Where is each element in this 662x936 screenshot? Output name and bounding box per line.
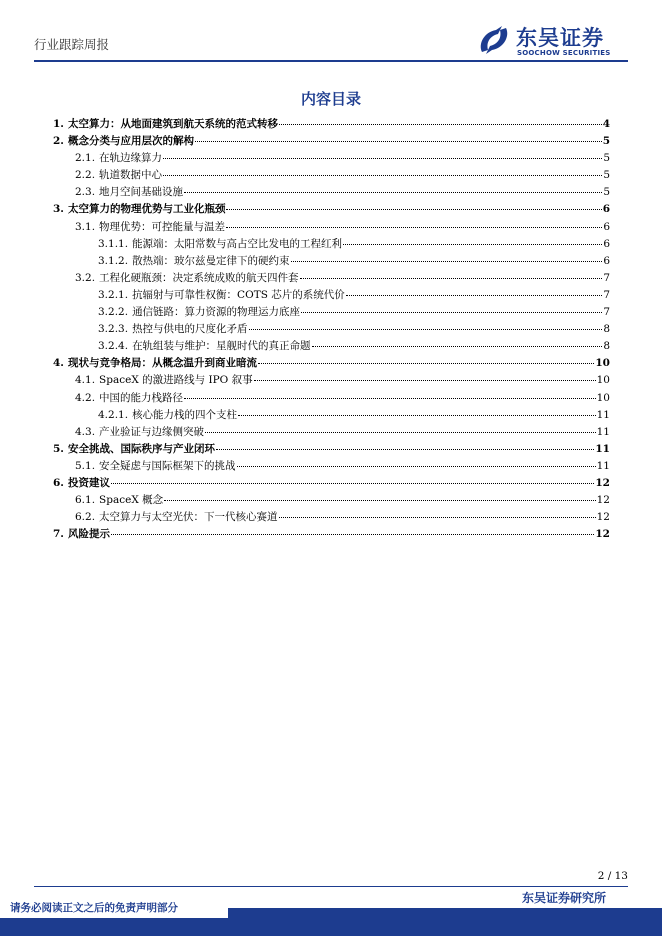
toc-entry[interactable]: [53, 201, 610, 218]
toc-entry-page: 7: [603, 288, 610, 301]
toc-entry-number: 3.1.1.: [98, 237, 129, 250]
toc-entry-page: 12: [596, 511, 610, 524]
toc-entry[interactable]: [53, 287, 610, 304]
toc-entry-title: 散热端：玻尔兹曼定律下的硬约束: [132, 254, 290, 267]
toc-entry-title: 在轨组装与维护：星舰时代的真正命题: [132, 340, 311, 353]
toc-entry-title: 通信链路：算力资源的物理运力底座: [132, 306, 301, 319]
toc-entry-page: 11: [596, 459, 610, 472]
footer-divider: [34, 886, 628, 887]
toc-entry-title: 安全挑战、国际秩序与产业闭环: [67, 442, 215, 455]
toc-entry-number: 2.3.: [75, 186, 96, 199]
toc-entry-page: 10: [596, 374, 610, 387]
toc-entry[interactable]: [53, 509, 610, 526]
toc-entry-page: 11: [595, 442, 610, 455]
toc-entry-number: 4.3.: [75, 425, 96, 438]
toc-dot-leader: [238, 415, 596, 416]
toc-entry[interactable]: [53, 219, 610, 236]
toc-entry-title: 能源端：太阳常数与高占空比发电的工程红利: [132, 237, 343, 250]
toc-entry-page: 4: [602, 118, 610, 130]
toc-entry-number: 4.1.: [75, 374, 96, 387]
toc-dot-leader: [301, 312, 602, 313]
toc-entry-title: 轨道数据中心: [99, 169, 163, 182]
toc-entry-number: 4.2.: [75, 391, 96, 404]
toc-entry-page: 5: [602, 135, 610, 148]
toc-entry-number: 3.2.: [75, 271, 96, 284]
toc-entry-title: 现状与竞争格局：从概念温升到商业暗流: [67, 357, 257, 370]
toc-entry-title: 安全疑虑与国际框架下的挑战: [99, 459, 236, 472]
toc-entry-page: 8: [603, 340, 610, 353]
toc-dot-leader: [300, 278, 603, 279]
toc-dot-leader: [312, 346, 603, 347]
toc-entry[interactable]: [53, 236, 610, 253]
toc-entry-page: 8: [603, 323, 610, 336]
toc-entry-page: 6: [603, 237, 610, 250]
footer-disclaimer: 请务必阅读正文之后的免责声明部分: [10, 902, 178, 914]
toc-dot-leader: [163, 158, 602, 159]
toc-entry-number: 2.: [53, 135, 64, 148]
toc-entry-title: 太空算力与太空光伏：下一代核心赛道: [99, 511, 278, 524]
toc-entry-number: 6.2.: [75, 511, 96, 524]
toc-entry-title: 产业验证与边缘侧突破: [99, 425, 205, 438]
toc-entry-number: 4.: [53, 357, 64, 370]
toc-entry-title: SpaceX 的激进路线与 IPO 叙事: [99, 374, 253, 387]
toc-entry-title: 核心能力栈的四个支柱: [132, 408, 238, 421]
footer-organization: 东吴证券研究所: [521, 891, 606, 905]
toc-entry-page: 7: [603, 271, 610, 284]
toc-entry[interactable]: [53, 150, 610, 167]
toc-entry[interactable]: [53, 133, 610, 150]
toc-entry-number: 1.: [53, 118, 64, 130]
toc-dot-leader: [195, 141, 602, 142]
toc-dot-leader: [226, 209, 601, 210]
toc-title: 内容目录: [300, 90, 361, 108]
toc-entry-page: 5: [603, 186, 610, 199]
company-logo: [476, 22, 636, 58]
toc-dot-leader: [184, 398, 596, 399]
toc-entry-page: 10: [595, 357, 610, 370]
toc-entry-title: 投资建议: [67, 476, 110, 489]
toc-entry[interactable]: [53, 338, 610, 355]
toc-entry-number: 3.2.2.: [98, 306, 129, 319]
toc-entry-number: 3.1.: [75, 220, 96, 233]
toc-dot-leader: [279, 124, 602, 125]
toc-entry[interactable]: [53, 407, 610, 424]
toc-entry-number: 6.1.: [75, 494, 96, 507]
toc-entry-page: 6: [603, 254, 610, 267]
toc-entry[interactable]: [53, 526, 610, 543]
toc-dot-leader: [163, 175, 602, 176]
toc-entry[interactable]: [53, 184, 610, 201]
toc-entry-number: 6.: [53, 476, 64, 489]
toc-entry-page: 12: [595, 476, 610, 489]
toc-entry[interactable]: [53, 441, 610, 458]
toc-dot-leader: [291, 261, 603, 262]
toc-entry-number: 3.: [53, 203, 64, 216]
toc-entry[interactable]: [53, 390, 610, 407]
toc-entry-page: 12: [596, 494, 610, 507]
toc-dot-leader: [111, 483, 594, 484]
toc-dot-leader: [343, 244, 602, 245]
toc-dot-leader: [164, 500, 595, 501]
toc-entry[interactable]: [53, 372, 610, 389]
toc-entry-page: 10: [596, 391, 610, 404]
toc-entry-title: 太空算力：从地面建筑到航天系统的范式转移: [67, 118, 278, 130]
toc-entry-number: 2.2.: [75, 169, 96, 182]
toc-entry-number: 7.: [53, 528, 64, 541]
table-of-contents: [53, 116, 610, 543]
toc-dot-leader: [111, 534, 594, 535]
toc-entry[interactable]: [53, 253, 610, 270]
toc-entry-title: 热控与供电的尺度化矛盾: [132, 323, 248, 336]
toc-entry[interactable]: [53, 424, 610, 441]
toc-entry-number: 4.2.1.: [98, 408, 129, 421]
toc-entry-title: 概念分类与应用层次的解构: [67, 135, 194, 148]
toc-entry-number: 3.2.4.: [98, 340, 129, 353]
toc-entry[interactable]: [53, 355, 610, 372]
footer-disclaimer-box: [0, 896, 228, 918]
toc-entry-number: 3.2.1.: [98, 288, 129, 301]
toc-entry-page: 11: [596, 408, 610, 421]
toc-dot-leader: [346, 295, 603, 296]
toc-entry[interactable]: [53, 116, 610, 133]
toc-dot-leader: [226, 227, 602, 228]
toc-entry[interactable]: [53, 321, 610, 338]
toc-entry[interactable]: [53, 270, 610, 287]
header-divider: [34, 60, 628, 62]
toc-entry-page: 11: [596, 425, 610, 438]
toc-entry-page: 12: [595, 528, 610, 541]
toc-dot-leader: [205, 432, 596, 433]
toc-entry-title: SpaceX 概念: [99, 494, 164, 507]
toc-entry[interactable]: [53, 492, 610, 509]
toc-entry-title: 风险提示: [67, 528, 110, 541]
toc-entry[interactable]: [53, 167, 610, 184]
toc-dot-leader: [249, 329, 603, 330]
toc-entry-title: 中国的能力栈路径: [99, 391, 184, 404]
page-number: 2 / 13: [597, 870, 628, 882]
toc-dot-leader: [184, 192, 602, 193]
toc-entry-title: 地月空间基础设施: [99, 186, 184, 199]
toc-entry[interactable]: [53, 475, 610, 492]
toc-entry-page: 7: [603, 306, 610, 319]
toc-entry-title: 物理优势：可控能量与温差: [99, 220, 226, 233]
toc-entry-page: 6: [602, 203, 610, 216]
toc-entry[interactable]: [53, 304, 610, 321]
toc-entry-title: 太空算力的物理优势与工业化瓶颈: [67, 203, 226, 216]
toc-entry-number: 5.: [53, 442, 64, 455]
logo-english-name: SOOCHOW SECURITIES: [517, 49, 611, 57]
toc-entry-number: 2.1.: [75, 152, 96, 165]
toc-dot-leader: [279, 517, 596, 518]
toc-entry-page: 5: [603, 152, 610, 165]
soochow-logo-icon: [476, 22, 512, 58]
toc-dot-leader: [237, 466, 596, 467]
report-type-label: 行业跟踪周报: [34, 37, 110, 52]
toc-entry[interactable]: [53, 458, 610, 475]
toc-entry-title: 抗辐射与可靠性权衡：COTS 芯片的系统代价: [132, 288, 345, 301]
toc-dot-leader: [254, 380, 596, 381]
toc-entry-number: 3.1.2.: [98, 254, 129, 267]
toc-entry-number: 5.1.: [75, 459, 96, 472]
toc-entry-title: 工程化硬瓶颈：决定系统成败的航天四件套: [99, 271, 299, 284]
toc-entry-page: 5: [603, 169, 610, 182]
toc-entry-title: 在轨边缘算力: [99, 152, 163, 165]
logo-chinese-name: 东吴证券: [516, 26, 604, 50]
toc-dot-leader: [216, 449, 594, 450]
toc-entry-number: 3.2.3.: [98, 323, 129, 336]
toc-entry-page: 6: [603, 220, 610, 233]
toc-dot-leader: [258, 363, 594, 364]
